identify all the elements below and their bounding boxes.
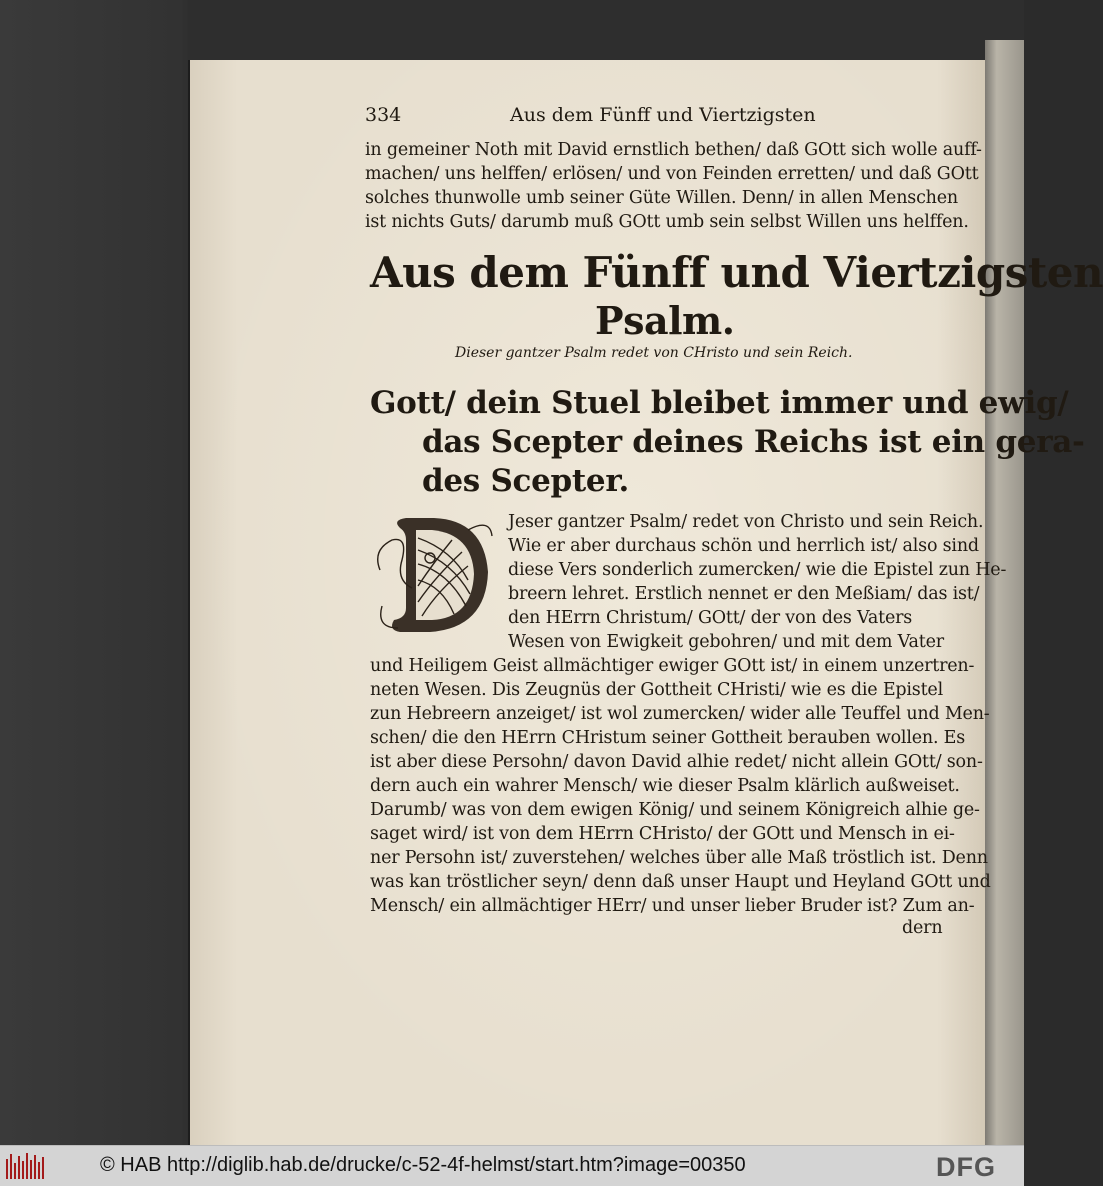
verse-line: Gott/ dein Stuel bleibet immer und ewig/ [370,385,1069,421]
commentary-line: was kan tröstlicher seyn/ denn daß unser Haupt und Heyland GOtt und [370,872,991,892]
psalm-summary: Dieser gantzer Psalm redet von CHristo und sein Reich. [455,345,853,361]
commentary-line: ner Persohn ist/ zuverstehen/ welches über alle Maß tröstlich ist. Denn [370,848,988,868]
commentary-line: Wesen von Ewigkeit gebohren/ und mit dem Vater [508,632,944,652]
commentary-line: breern lehret. Erstlich nennet er den Meßiam/ das ist/ [508,584,980,604]
commentary-line: Mensch/ ein allmächtiger HErr/ und unser lieber Bruder ist? Zum an- [370,896,975,916]
commentary-line: neten Wesen. Dis Zeugnüs der Gottheit CHristi/ wie es die Epistel [370,680,943,700]
next-page-edge [985,40,1024,1145]
commentary-line: diese Vers sonderlich zumercken/ wie die Epistel zun He- [508,560,1007,580]
intro-line: in gemeiner Noth mit David ernstlich bethen/ daß GOtt sich wolle auff- [365,140,982,160]
dfg-logo: DFG [936,1152,996,1182]
psalm-heading-line1: Aus dem Fünff und Viertzigsten [370,248,1103,297]
commentary-line: saget wird/ ist von dem HErrn CHristo/ der GOtt und Mensch in ei- [370,824,955,844]
copyright-link[interactable]: © HAB http://diglib.hab.de/drucke/c-52-4f-helmst/start.htm?image=00350 [100,1154,746,1176]
commentary-line: Darumb/ was von dem ewigen König/ und seinem Königreich alhie ge- [370,800,980,820]
commentary-line: den HErrn Christum/ GOtt/ der von des Vaters [508,608,913,628]
verse-line: des Scepter. [422,463,630,499]
viewer-footer [0,1145,1024,1186]
ornamental-initial-d-icon [372,510,500,638]
commentary-line: ist aber diese Persohn/ davon David alhie redet/ nicht allein GOtt/ son- [370,752,983,772]
running-head: Aus dem Fünff und Viertzigsten [510,104,816,126]
commentary-line: und Heiligem Geist allmächtiger ewiger GOtt ist/ in einem unzertren- [370,656,975,676]
commentary-line: Wie er aber durchaus schön und herrlich ist/ also sind [508,536,979,556]
page-number: 334 [365,104,402,126]
psalm-heading-line2: Psalm. [595,298,735,343]
intro-line: ist nichts Guts/ darumb muß GOtt umb sein selbst Willen uns helffen. [365,212,969,232]
commentary-line: Jeser gantzer Psalm/ redet von Christo und sein Reich. [508,512,984,532]
intro-line: solches thunwolle umb seiner Güte Willen. Denn/ in allen Menschen [365,188,958,208]
commentary-line: schen/ die den HErrn CHristum seiner Gottheit berauben wollen. Es [370,728,966,748]
hab-barcode-logo-icon [4,1151,48,1181]
verse-line: das Scepter deines Reichs ist ein gera- [422,424,1085,460]
catchword: dern [902,918,943,938]
intro-line: machen/ uns helffen/ erlösen/ und von Feinden erretten/ und daß GOtt [365,164,979,184]
commentary-line: dern auch ein wahrer Mensch/ wie dieser Psalm klärlich außweiset. [370,776,960,796]
book-page [190,60,1103,1145]
commentary-line: zun Hebreern anzeiget/ ist wol zumercken/ wider alle Teuffel und Men- [370,704,990,724]
